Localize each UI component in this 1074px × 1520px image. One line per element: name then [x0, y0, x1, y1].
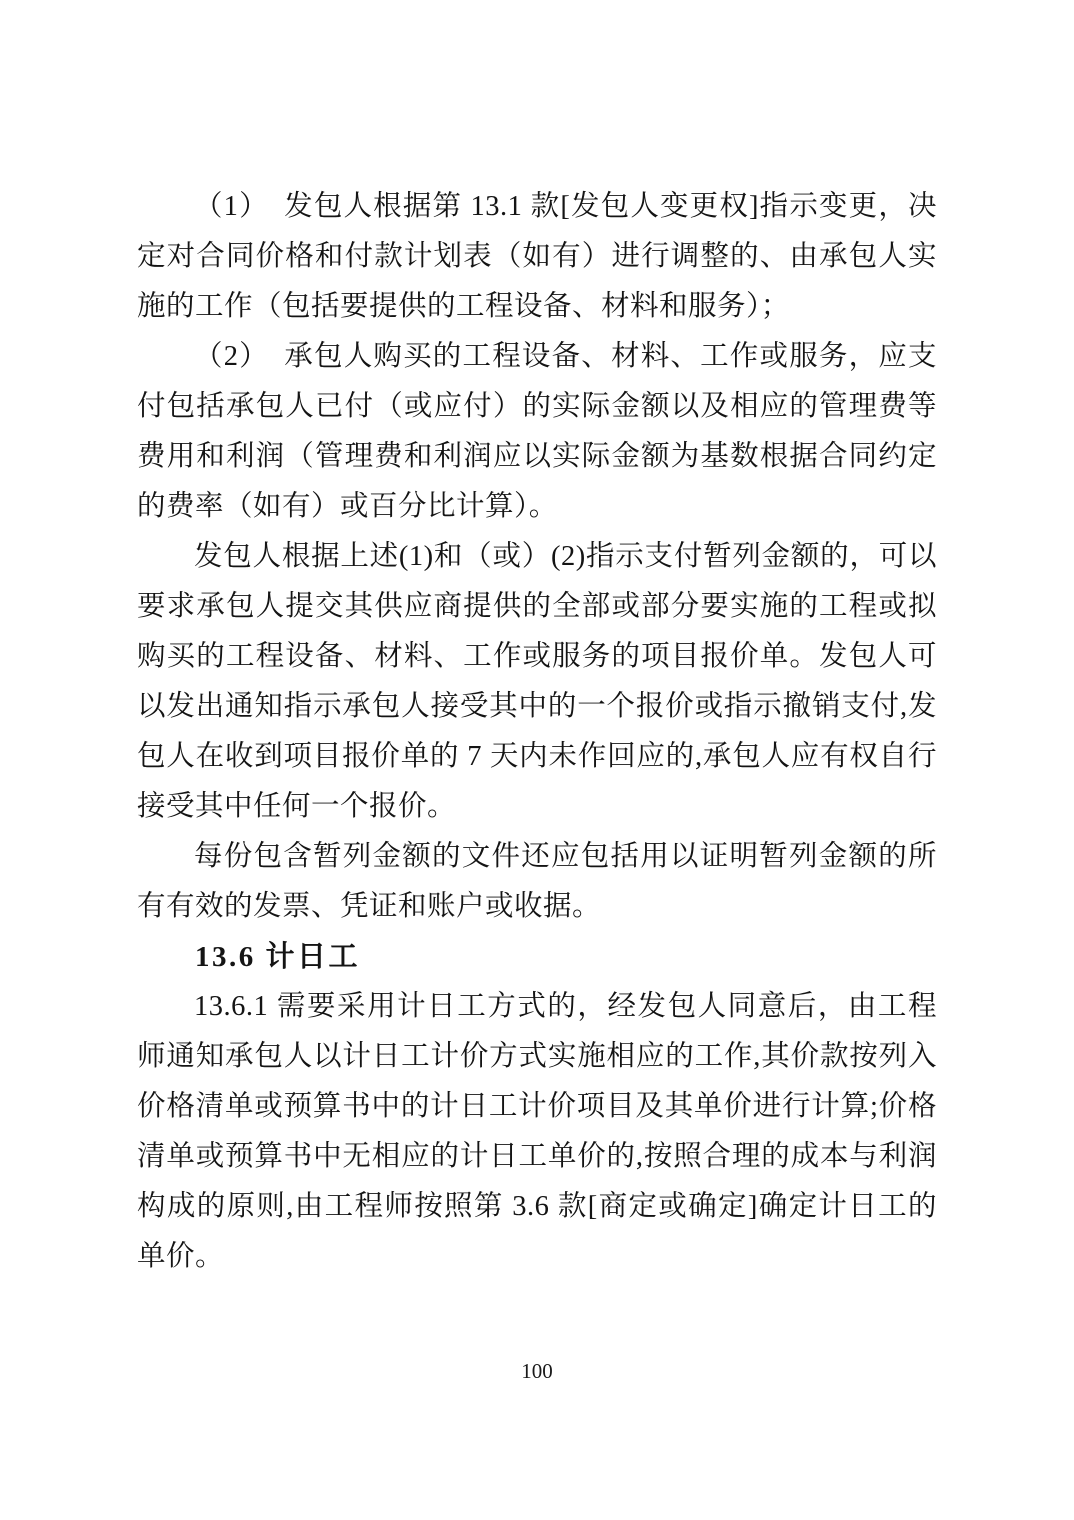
paragraph-item-1: （1） 发包人根据第 13.1 款[发包人变更权]指示变更，决定对合同价格和付款计划表（如有）进行调整的、由承包人实施的工作（包括要提供的工程设备、材料和服务）； — [137, 191, 937, 322]
paragraph-13-6-1: 13.6.1 需要采用计日工方式的，经发包人同意后，由工程师通知承包人以计日工计价方式实施相应的工作,其价款按列入价格清单或预算书中的计日工计价项目及其单价进行计算;价格清单或预算书中无相应的计日工单价的,按照合理的成本与利润构成的原则,由工程师按照第 3.6 款[商定或确定]确定计日工的单价。 — [137, 991, 937, 1272]
document-content — [137, 182, 937, 1282]
paragraph-provisional-sums: 发包人根据上述(1)和（或）(2)指示支付暂列金额的，可以要求承包人提交其供应商提供的全部或部分要实施的工程或拟购买的工程设备、材料、工作或服务的项目报价单。发包人可以发出通知指示承包人接受其中的一个报价或指示撤销支付,发包人在收到项目报价单的 7 天内未作回应的,承包人应有权自行接受其中任何一个报价。 — [137, 541, 937, 822]
paragraph-supporting-documents: 每份包含暂列金额的文件还应包括用以证明暂列金额的所有有效的发票、凭证和账户或收据。 — [137, 841, 937, 922]
paragraph-item-2: （2） 承包人购买的工程设备、材料、工作或服务，应支付包括承包人已付（或应付）的实际金额以及相应的管理费等费用和利润（管理费和利润应以实际金额为基数根据合同约定的费率（如有）或百分比计算）。 — [137, 341, 937, 522]
section-heading-13-6: 13.6 计日工 — [195, 941, 361, 973]
page-number: 100 — [521, 1359, 553, 1383]
